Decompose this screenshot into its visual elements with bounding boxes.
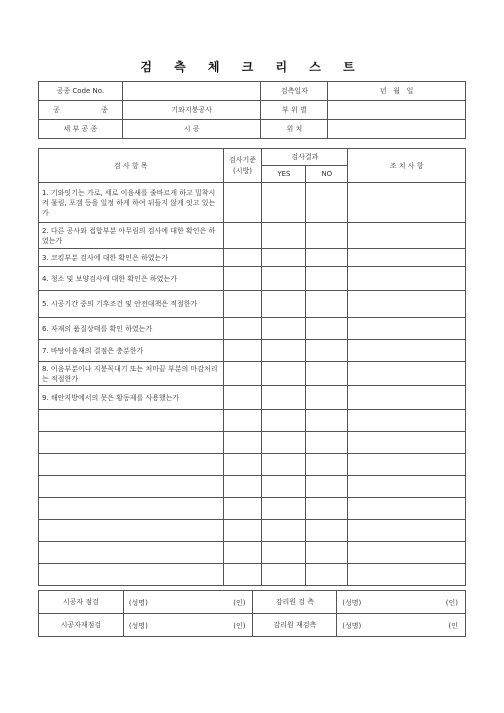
action-cell[interactable] [348,564,466,586]
item-cell[interactable] [39,520,224,542]
yes-cell[interactable] [262,362,306,386]
empty-row [39,498,466,520]
yes-cell[interactable] [262,267,306,291]
empty-row [39,542,466,564]
date-value[interactable]: 년 월 일 [328,82,466,101]
empty-row [39,432,466,454]
action-cell[interactable] [348,183,466,223]
item-cell[interactable] [39,476,224,498]
standard-cell[interactable] [223,410,262,432]
construction-label: 시 공 [122,120,261,139]
location-value-cell[interactable] [328,120,466,139]
col-result-header: 검사결과 [262,149,348,166]
yes-cell[interactable] [262,291,306,318]
checklist-item-text: 6. 자재의 품질상태를 확인 하였는가 [39,318,224,340]
checklist-item-text: 4. 청소 및 보양검사에 대한 확인은 하였는가 [39,267,224,291]
date-label: 검측일자 [261,82,328,101]
standard-cell[interactable] [223,542,262,564]
empty-row [39,410,466,432]
no-cell[interactable] [306,564,348,586]
checklist-row [39,249,466,267]
standard-cell[interactable] [223,498,262,520]
header-row-work-type [39,101,466,120]
no-cell[interactable] [306,520,348,542]
action-cell[interactable] [348,340,466,362]
name-label: (성명) [342,622,362,630]
checklist-item-text: 3. 코킹부분 검사에 대한 확인은 하였는가 [39,249,224,267]
supervisor-reinspect-signature-field[interactable] [337,614,466,637]
action-cell[interactable] [348,291,466,318]
standard-cell[interactable] [223,249,262,267]
name-label: (성명) [128,599,148,607]
yes-cell[interactable] [262,520,306,542]
standard-cell[interactable] [223,520,262,542]
item-cell[interactable] [39,498,224,520]
checklist-item-text: 2. 다른 공사와 접합부분 아무림의 검사에 대한 확인은 하였는가 [39,223,224,249]
checklist-table [38,148,466,586]
seal-label: (인 [448,622,458,630]
standard-cell[interactable] [223,564,262,586]
action-cell[interactable] [348,410,466,432]
standard-cell[interactable] [223,318,262,340]
yes-cell[interactable] [262,386,306,410]
seal-label: (인) [233,622,246,630]
yes-cell[interactable] [262,183,306,223]
col-standard-header: 검사기준 (시방) [223,149,262,183]
yes-cell[interactable] [262,432,306,454]
empty-row [39,476,466,498]
yes-cell[interactable] [262,476,306,498]
location-label: 위 치 [261,120,328,139]
col-action-header: 조 치 사 항 [348,149,466,183]
work-type-label: 공 종 [39,101,123,120]
header-row-code [39,82,466,101]
name-label: (성명) [128,622,148,630]
empty-row [39,564,466,586]
yes-cell[interactable] [262,498,306,520]
code-value-cell[interactable] [122,82,261,101]
supervisor-inspect-label: 감리원 검 측 [253,591,337,614]
no-cell[interactable] [306,249,348,267]
empty-row [39,454,466,476]
item-cell[interactable] [39,454,224,476]
contractor-check-label: 시공자 점검 [39,591,124,614]
yes-cell[interactable] [262,340,306,362]
checklist-item-text: 1. 기와잇기는 가로, 세로 이음새를 줄바르게 하고 밀착시켜 물림, 포갬 등을 일정 하게 하여 뒤들지 않게 잇고 있는가 [39,183,224,223]
code-label: 공종 Code No. [39,82,123,101]
action-cell[interactable] [348,223,466,249]
checklist-row [39,340,466,362]
no-cell[interactable] [306,318,348,340]
no-cell[interactable] [306,410,348,432]
seal-label: (인) [233,599,246,607]
signature-table [38,590,466,637]
signature-row-1 [39,591,466,614]
part-label: 부 위 별 [261,101,328,120]
standard-cell[interactable] [223,454,262,476]
yes-cell[interactable] [262,249,306,267]
action-cell[interactable] [348,386,466,410]
yes-cell[interactable] [262,564,306,586]
no-cell[interactable] [306,340,348,362]
checklist-item-text: 9. 해안지방에서의 못은 황동제를 사용했는가 [39,386,224,410]
yes-cell[interactable] [262,410,306,432]
col-no-header: NO [306,166,348,183]
work-type-value[interactable]: 기와지붕공사 [122,101,261,120]
action-cell[interactable] [348,542,466,564]
no-cell[interactable] [306,542,348,564]
checklist-row [39,223,466,249]
action-cell[interactable] [348,362,466,386]
checklist-row [39,362,466,386]
contractor-signature-field[interactable] [123,591,253,614]
no-cell[interactable] [306,386,348,410]
action-cell[interactable] [348,432,466,454]
yes-cell[interactable] [262,454,306,476]
no-cell[interactable] [306,432,348,454]
item-cell[interactable] [39,410,224,432]
header-table [38,81,466,139]
checklist-row [39,386,466,410]
item-cell[interactable] [39,564,224,586]
standard-cell[interactable] [223,183,262,223]
name-label: (성명) [342,599,362,607]
action-cell[interactable] [348,249,466,267]
action-cell[interactable] [348,476,466,498]
supervisor-signature-field[interactable] [337,591,466,614]
signature-row-2 [39,614,466,637]
action-cell[interactable] [348,520,466,542]
standard-cell[interactable] [223,223,262,249]
standard-cell[interactable] [223,386,262,410]
action-cell[interactable] [348,318,466,340]
header-row-sub-work [39,120,466,139]
part-value-cell[interactable] [328,101,466,120]
no-cell[interactable] [306,362,348,386]
checklist-row [39,318,466,340]
no-cell[interactable] [306,183,348,223]
checklist-row [39,267,466,291]
checklist-item-text: 5. 시공기간 중의 기후조건 및 안전대책은 적절한가 [39,291,224,318]
standard-cell[interactable] [223,476,262,498]
seal-label: (인) [445,599,458,607]
yes-cell[interactable] [262,542,306,564]
no-cell[interactable] [306,291,348,318]
item-cell[interactable] [39,432,224,454]
col-items-header: 검 사 항 목 [39,149,224,183]
standard-cell[interactable] [223,362,262,386]
standard-cell[interactable] [223,432,262,454]
standard-cell[interactable] [223,267,262,291]
yes-cell[interactable] [262,223,306,249]
contractor-recheck-signature-field[interactable] [123,614,253,637]
yes-cell[interactable] [262,318,306,340]
supervisor-reinspect-label: 감리원 재검측 [253,614,337,637]
no-cell[interactable] [306,476,348,498]
checklist-row [39,183,466,223]
no-cell[interactable] [306,498,348,520]
no-cell[interactable] [306,454,348,476]
no-cell[interactable] [306,267,348,291]
item-cell[interactable] [39,542,224,564]
page-title: 검 측 체 크 리 스 트 [140,60,364,74]
checklist-item-text: 7. 바탕이음재의 결점은 충분한가 [39,340,224,362]
action-cell[interactable] [348,498,466,520]
action-cell[interactable] [348,267,466,291]
checklist-row [39,291,466,318]
checklist-header-row-1 [39,149,466,166]
contractor-recheck-label: 시공자재점검 [39,614,124,637]
standard-cell[interactable] [223,340,262,362]
empty-row [39,520,466,542]
action-cell[interactable] [348,454,466,476]
col-yes-header: YES [262,166,306,183]
no-cell[interactable] [306,223,348,249]
standard-cell[interactable] [223,291,262,318]
sub-work-label: 세 부 공 종 [39,120,123,139]
checklist-item-text: 8. 이음부분이나 지붕꼭대기 또는 처마끝 부분의 마감처리는 적절한가 [39,362,224,386]
